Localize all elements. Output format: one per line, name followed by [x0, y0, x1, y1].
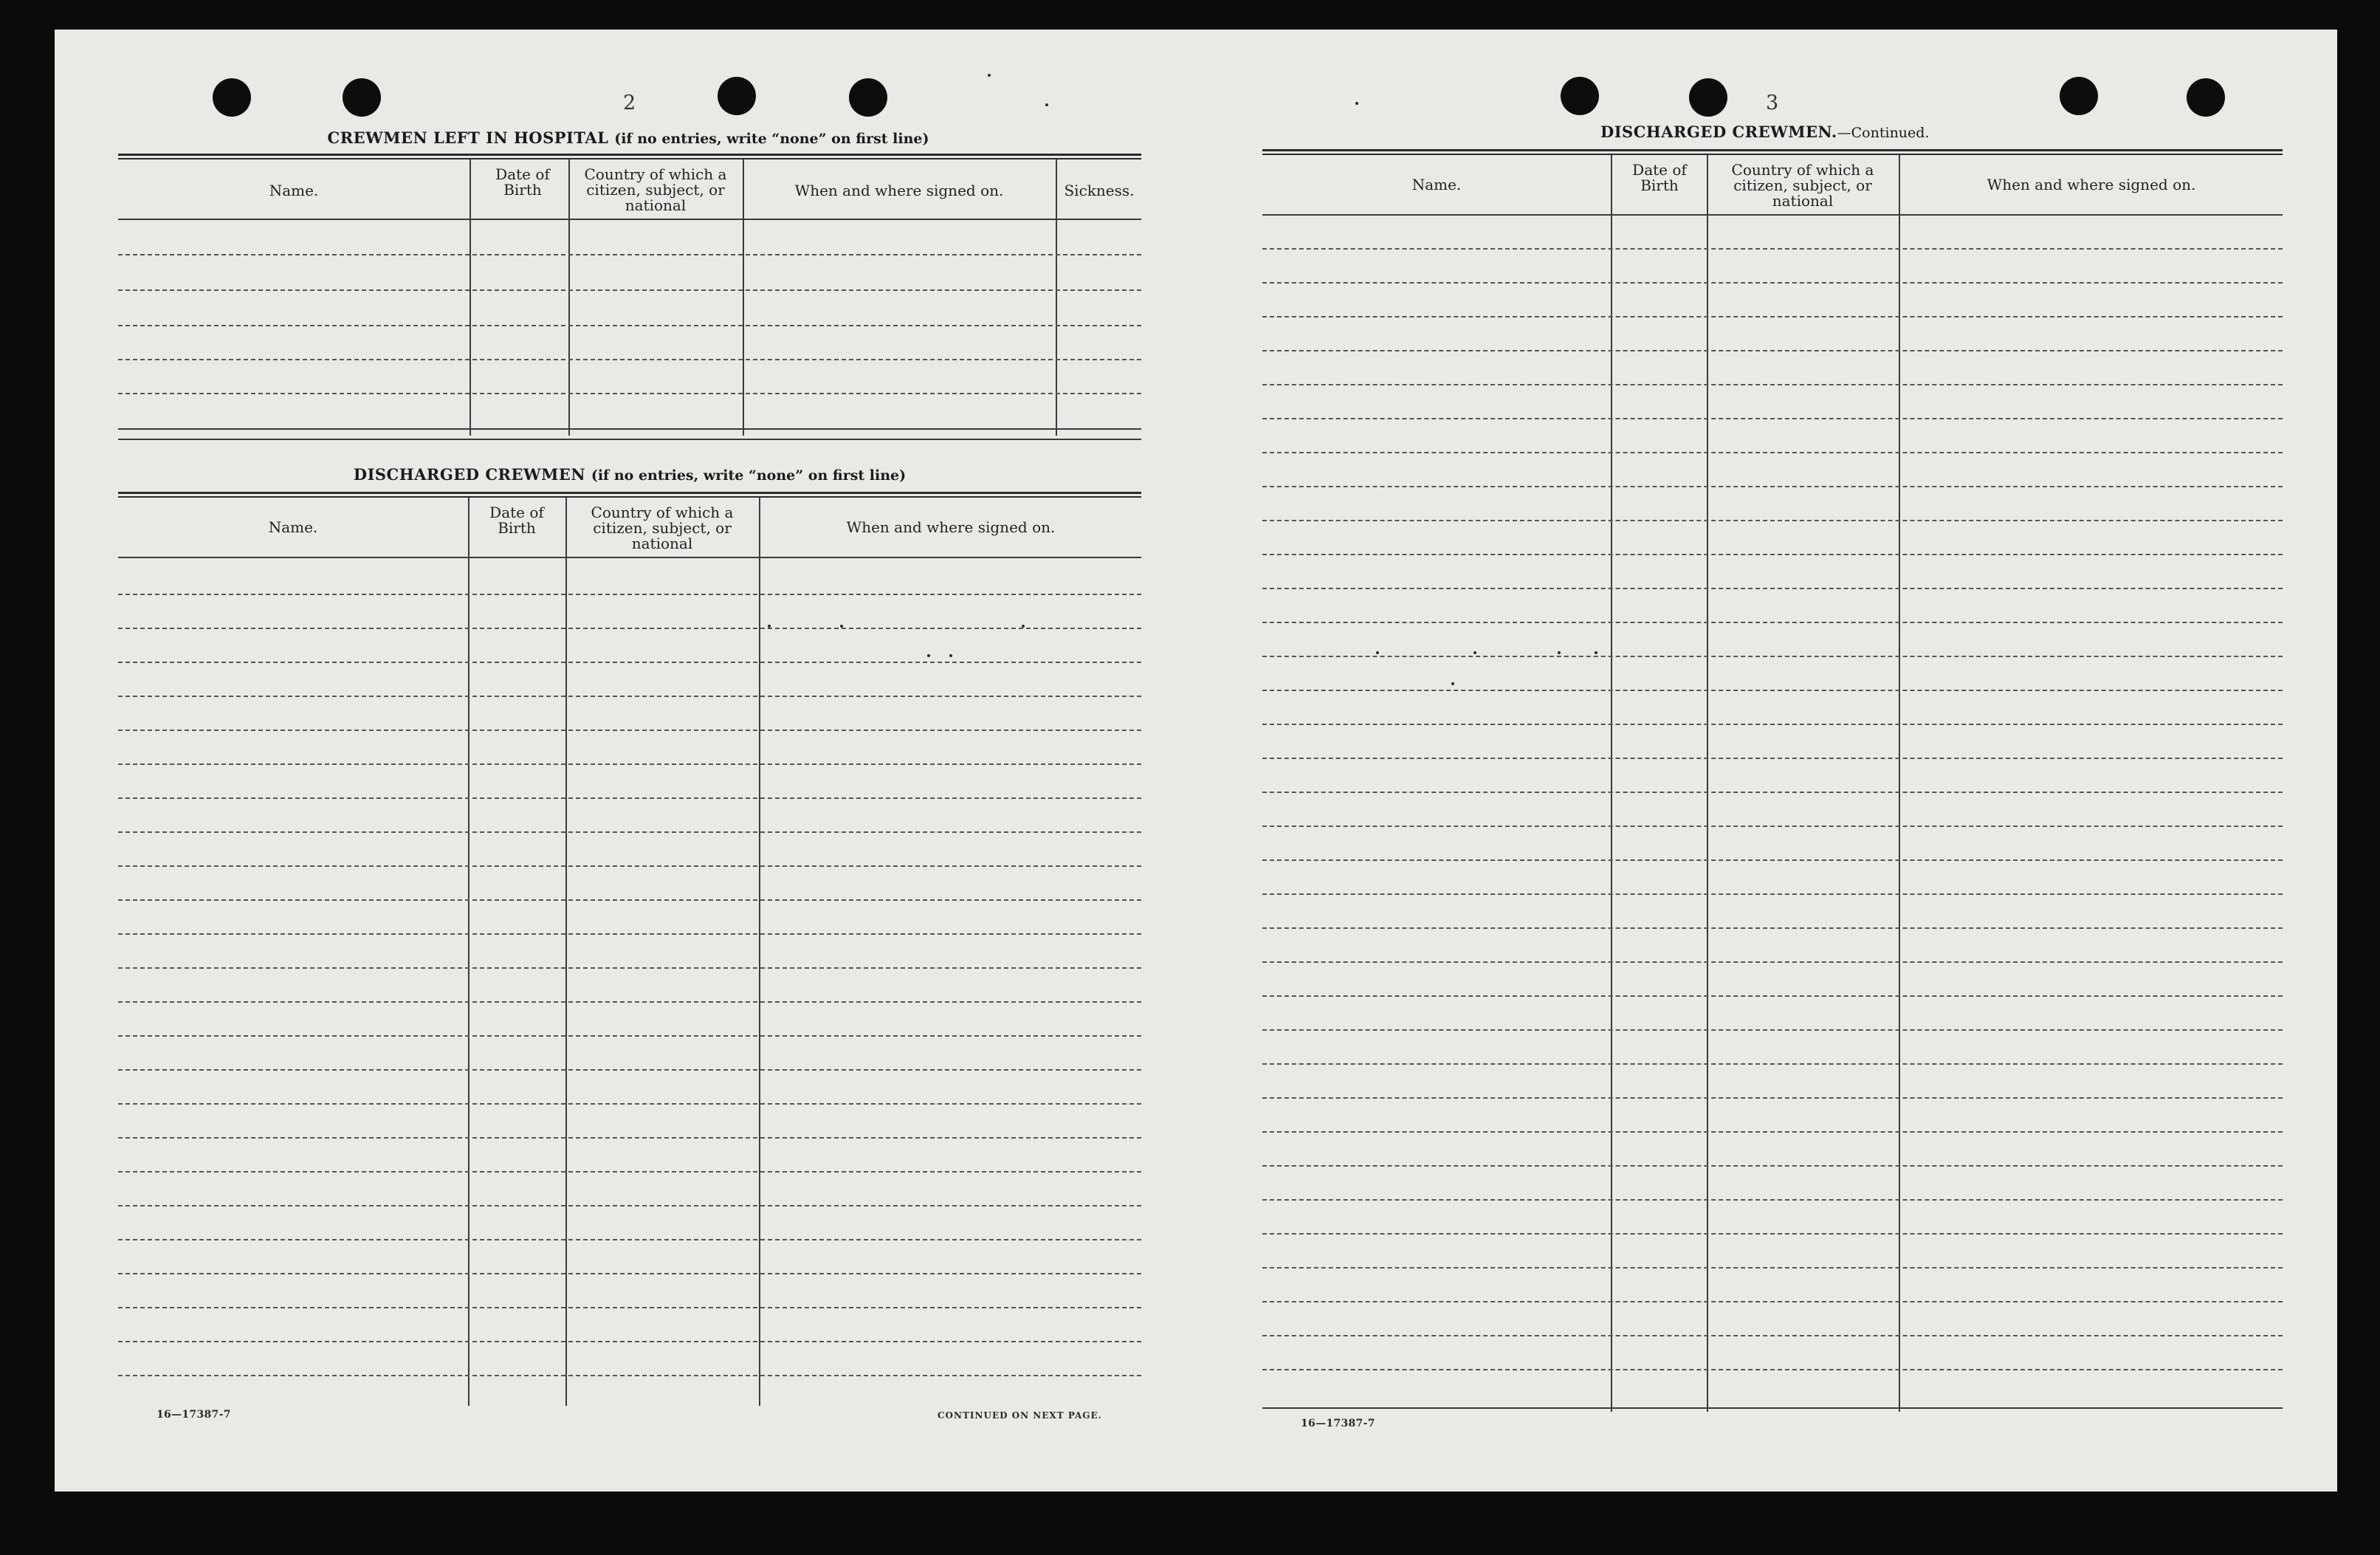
discharged-table-right	[1262, 155, 2283, 1412]
discharged-top-rule	[118, 492, 1141, 494]
speck	[1473, 651, 1476, 654]
speck	[988, 74, 991, 77]
hospital-title-text: CREWMEN LEFT IN HOSPITAL	[327, 128, 609, 147]
punch-hole	[1561, 77, 1599, 115]
punch-hole	[343, 78, 381, 117]
col-header-signed-on: When and where signed on.	[794, 182, 1004, 199]
continued-label: —Continued.	[1837, 125, 1930, 141]
col-header-date-of-birth: Date of Birth	[489, 504, 544, 537]
discharged-continued-title	[1600, 123, 1930, 141]
speck	[1022, 625, 1025, 628]
punch-hole	[2187, 78, 2225, 117]
col-header-date-of-birth: Date of Birth	[1632, 161, 1687, 194]
speck	[840, 625, 843, 628]
punch-hole	[849, 78, 887, 117]
hospital-instruction: (if no entries, write “none” on first line)	[614, 131, 929, 147]
punch-hole	[718, 77, 756, 115]
col-header-name: Name.	[269, 182, 319, 199]
punch-hole	[213, 78, 251, 117]
col-header-country: Country of which a citizen, subject, or national	[584, 165, 727, 214]
continued-note: CONTINUED ON NEXT PAGE.	[938, 1410, 1102, 1421]
speck	[1558, 651, 1561, 654]
form-sheet	[55, 30, 2337, 1492]
col-header-date-of-birth: Date of Birth	[495, 165, 550, 199]
col-header-country: Country of which a citizen, subject, or national	[1731, 161, 1874, 210]
speck	[1451, 682, 1454, 685]
speck	[1595, 651, 1597, 654]
hospital-section-title	[118, 128, 1138, 147]
page-number-left: 2	[623, 92, 636, 114]
col-header-sickness: Sickness.	[1064, 182, 1135, 199]
form-number-left: 16—17387-7	[157, 1409, 231, 1421]
discharged-title-text: DISCHARGED CREWMEN	[353, 465, 586, 484]
punch-hole	[2060, 77, 2098, 115]
punch-hole	[1689, 78, 1727, 117]
speck	[1045, 103, 1048, 106]
hospital-table	[118, 159, 1141, 436]
discharged-table-left	[118, 498, 1141, 1406]
hospital-top-rule	[118, 154, 1141, 156]
col-header-signed-on: When and where signed on.	[846, 518, 1056, 536]
discharged-instruction: (if no entries, write “none” on first line)	[591, 467, 907, 484]
col-header-country: Country of which a citizen, subject, or national	[591, 504, 734, 552]
page-number-right: 3	[1766, 92, 1779, 114]
speck	[1355, 102, 1358, 105]
hospital-bottom-rule	[118, 439, 1141, 440]
form-number-right: 16—17387-7	[1301, 1418, 1375, 1429]
col-header-name: Name.	[268, 518, 318, 536]
speck	[768, 625, 771, 628]
discharged-section-title	[118, 465, 1141, 484]
col-header-signed-on: When and where signed on.	[1987, 176, 2196, 193]
speck	[1376, 651, 1379, 654]
speck	[949, 654, 952, 657]
discharged-continued-title-text: DISCHARGED CREWMEN.	[1600, 123, 1837, 141]
col-header-name: Name.	[1411, 176, 1462, 193]
right-top-rule	[1262, 149, 2283, 151]
speck	[927, 654, 930, 657]
